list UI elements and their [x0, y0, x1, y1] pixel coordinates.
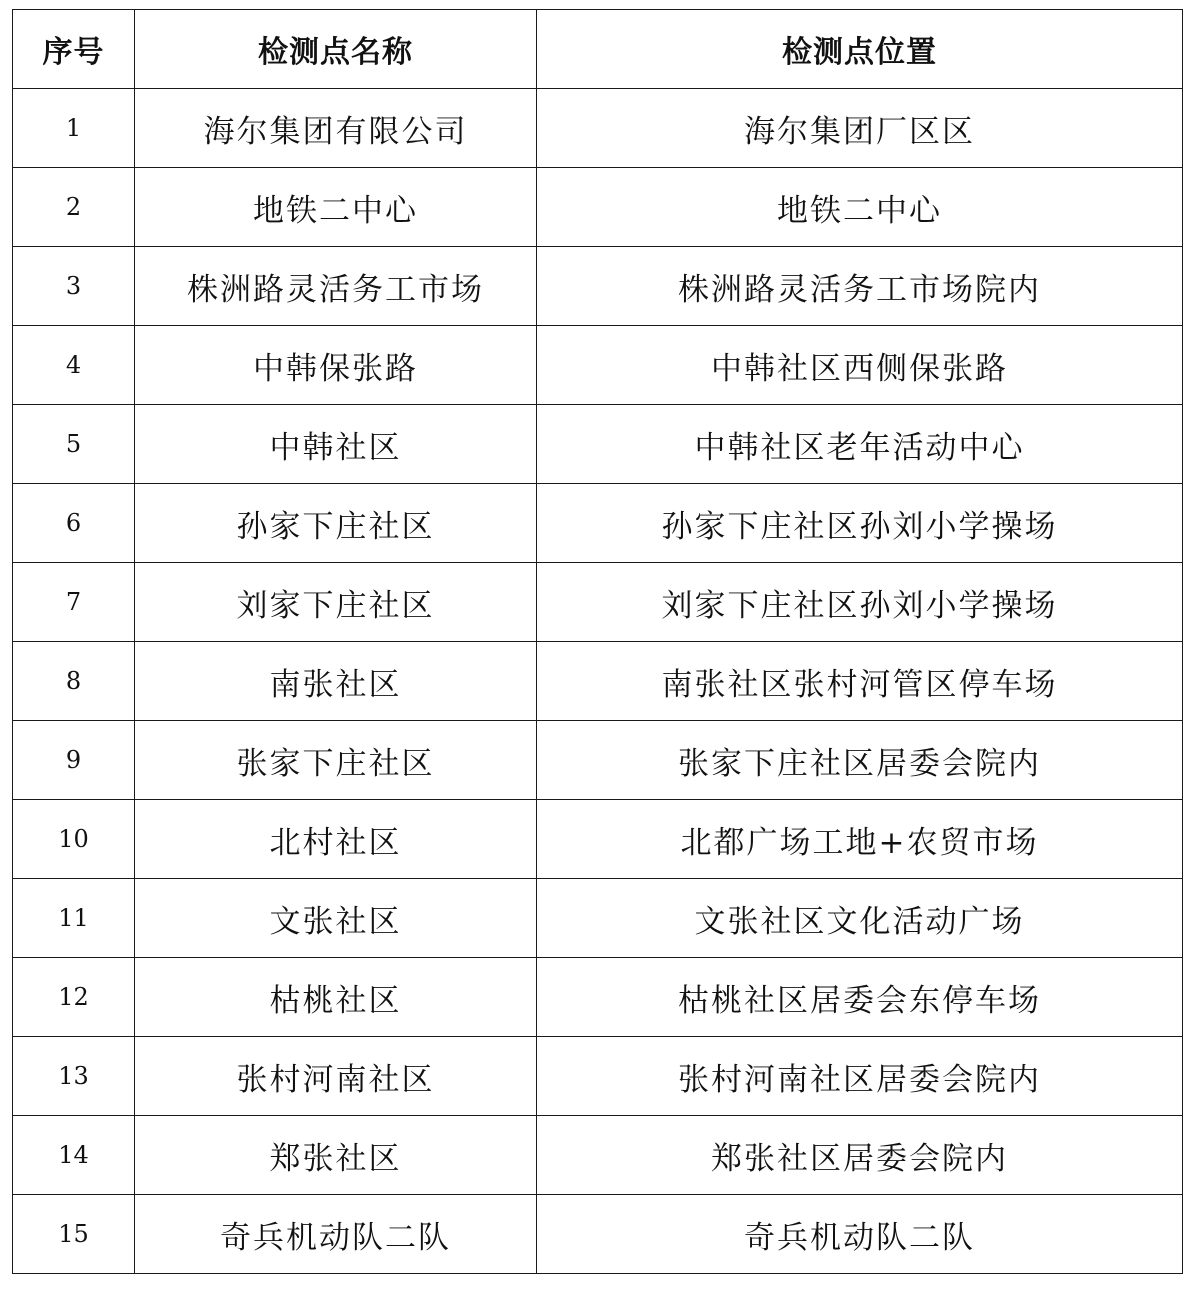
header-name: 检测点名称 [135, 10, 537, 89]
point-location-cell: 海尔集团厂区区 [537, 89, 1183, 168]
row-number-cell: 3 [13, 247, 135, 326]
point-name-cell: 张村河南社区 [135, 1037, 537, 1116]
point-location-cell: 枯桃社区居委会东停车场 [537, 958, 1183, 1037]
point-name-cell: 奇兵机动队二队 [135, 1195, 537, 1274]
header-no: 序号 [13, 10, 135, 89]
row-number-cell: 1 [13, 89, 135, 168]
table-row [13, 247, 1183, 326]
point-name-cell: 刘家下庄社区 [135, 563, 537, 642]
point-name-cell: 枯桃社区 [135, 958, 537, 1037]
point-name-cell: 海尔集团有限公司 [135, 89, 537, 168]
point-name-cell: 株洲路灵活务工市场 [135, 247, 537, 326]
point-name-cell: 北村社区 [135, 800, 537, 879]
table-row [13, 326, 1183, 405]
row-number-cell: 7 [13, 563, 135, 642]
point-name-cell: 南张社区 [135, 642, 537, 721]
table-row [13, 879, 1183, 958]
row-number-cell: 9 [13, 721, 135, 800]
point-location-cell: 株洲路灵活务工市场院内 [537, 247, 1183, 326]
row-number-cell: 14 [13, 1116, 135, 1195]
point-location-cell: 奇兵机动队二队 [537, 1195, 1183, 1274]
point-location-cell: 地铁二中心 [537, 168, 1183, 247]
table-header-row [13, 10, 1183, 89]
table-body [13, 89, 1183, 1274]
row-number-cell: 12 [13, 958, 135, 1037]
testing-points-table [12, 9, 1183, 1274]
row-number-cell: 5 [13, 405, 135, 484]
table-row [13, 721, 1183, 800]
point-location-cell: 刘家下庄社区孙刘小学操场 [537, 563, 1183, 642]
table-row [13, 1037, 1183, 1116]
row-number-cell: 8 [13, 642, 135, 721]
row-number-cell: 11 [13, 879, 135, 958]
table-row [13, 563, 1183, 642]
point-name-cell: 中韩社区 [135, 405, 537, 484]
table-row [13, 800, 1183, 879]
point-location-cell: 郑张社区居委会院内 [537, 1116, 1183, 1195]
row-number-cell: 10 [13, 800, 135, 879]
point-location-cell: 张村河南社区居委会院内 [537, 1037, 1183, 1116]
point-location-cell: 北都广场工地+农贸市场 [537, 800, 1183, 879]
row-number-cell: 6 [13, 484, 135, 563]
point-location-cell: 张家下庄社区居委会院内 [537, 721, 1183, 800]
point-name-cell: 中韩保张路 [135, 326, 537, 405]
table-row [13, 642, 1183, 721]
point-name-cell: 孙家下庄社区 [135, 484, 537, 563]
table-row [13, 89, 1183, 168]
table-row [13, 958, 1183, 1037]
point-location-cell: 中韩社区西侧保张路 [537, 326, 1183, 405]
table-row [13, 1195, 1183, 1274]
table-row [13, 405, 1183, 484]
row-number-cell: 4 [13, 326, 135, 405]
point-name-cell: 地铁二中心 [135, 168, 537, 247]
row-number-cell: 15 [13, 1195, 135, 1274]
point-name-cell: 张家下庄社区 [135, 721, 537, 800]
row-number-cell: 13 [13, 1037, 135, 1116]
row-number-cell: 2 [13, 168, 135, 247]
point-name-cell: 郑张社区 [135, 1116, 537, 1195]
table-row [13, 484, 1183, 563]
testing-points-sheet [12, 9, 1182, 1274]
point-location-cell: 中韩社区老年活动中心 [537, 405, 1183, 484]
point-location-cell: 文张社区文化活动广场 [537, 879, 1183, 958]
point-location-cell: 南张社区张村河管区停车场 [537, 642, 1183, 721]
table-row [13, 1116, 1183, 1195]
header-location: 检测点位置 [537, 10, 1183, 89]
point-name-cell: 文张社区 [135, 879, 537, 958]
point-location-cell: 孙家下庄社区孙刘小学操场 [537, 484, 1183, 563]
table-row [13, 168, 1183, 247]
